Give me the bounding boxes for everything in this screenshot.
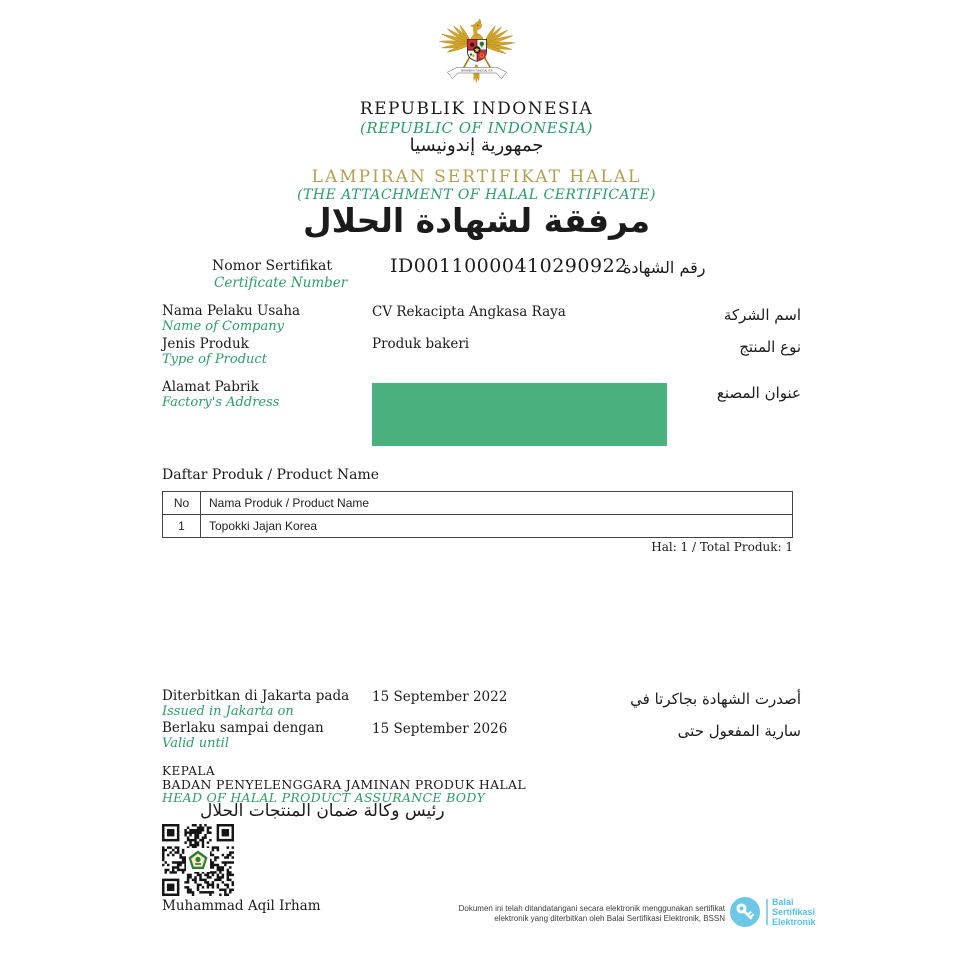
signatory-title-english: HEAD OF HALAL PRODUCT ASSURANCE BODY — [162, 790, 486, 805]
kemenag-pentagon-logo-icon — [186, 848, 210, 872]
document-title-english: (THE ATTACHMENT OF HALAL CERTIFICATE) — [297, 187, 656, 203]
product-type-label-en: Type of Product — [162, 352, 267, 367]
product-type-value: Produk bakeri — [372, 336, 470, 352]
bse-wordmark-line1: Balai — [772, 897, 794, 907]
signatory-name: Muhammad Aqil Irham — [162, 898, 321, 914]
svg-text:BHINNEKA TUNGGAL IKA: BHINNEKA TUNGGAL IKA — [460, 69, 493, 73]
product-table-header-row — [163, 492, 793, 515]
product-row-name: Topokki Jajan Korea — [201, 515, 793, 538]
bse-wordmark-line3: Elektronik — [772, 917, 816, 927]
country-name-arabic: جمهورية إندونيسيا — [409, 135, 544, 156]
product-table-row — [163, 515, 793, 538]
qr-signature-code-icon — [162, 824, 234, 896]
issued-date-label-id: Diterbitkan di Jakarta pada — [162, 688, 350, 704]
valid-until-label-ar: سارية المفعول حتى — [677, 722, 801, 740]
disclaimer-line2: elektronik yang diterbitkan oleh Balai Sertifikasi Elektronik, BSSN — [494, 913, 725, 923]
bse-logo-wordmark — [772, 897, 816, 927]
bse-logo-separator — [766, 899, 768, 925]
valid-until-value: 15 September 2026 — [372, 721, 508, 737]
document-title-indonesian: LAMPIRAN SERTIFIKAT HALAL — [311, 167, 642, 187]
issued-date-value: 15 September 2022 — [372, 689, 508, 705]
signatory-title-line1: KEPALA — [162, 764, 215, 778]
product-table — [162, 491, 793, 538]
product-type-label-ar: نوع المنتج — [739, 338, 801, 356]
bse-wordmark-line2: Sertifikasi — [772, 907, 816, 917]
certificate-number-value: ID00110000410290922 — [390, 255, 628, 277]
product-list-title: Daftar Produk / Product Name — [162, 467, 380, 483]
company-name-value: CV Rekacipta Angkasa Raya — [372, 304, 566, 320]
factory-address-redaction-box — [372, 383, 667, 446]
issued-date-label-en: Issued in Jakarta on — [162, 704, 294, 719]
document-title-arabic: مرفقة لشهادة الحلال — [302, 201, 651, 240]
certificate-number-label-ar: رقم الشهادة — [623, 258, 706, 277]
signatory-title-line2: BADAN PENYELENGGARA JAMINAN PRODUK HALAL — [162, 777, 526, 792]
valid-until-label-id: Berlaku sampai dengan — [162, 720, 324, 736]
valid-until-label-en: Valid until — [162, 736, 229, 751]
certificate-number-label-en: Certificate Number — [214, 275, 348, 291]
issued-date-label-ar: أصدرت الشهادة بجاكرتا في — [630, 690, 801, 708]
product-type-label-id: Jenis Produk — [162, 336, 249, 352]
company-name-label-en: Name of Company — [162, 319, 284, 334]
product-table-header-no: No — [163, 492, 201, 515]
garuda-pancasila-emblem-icon — [433, 4, 521, 98]
page-total-summary: Hal: 1 / Total Produk: 1 — [651, 540, 793, 554]
certificate-number-label-id: Nomor Sertifikat — [212, 258, 332, 274]
product-row-number: 1 — [163, 515, 201, 538]
country-name-english: (REPUBLIC OF INDONESIA) — [359, 119, 594, 137]
factory-address-label-ar: عنوان المصنع — [716, 384, 801, 402]
country-name-indonesian: REPUBLIK INDONESIA — [359, 99, 594, 119]
company-name-label-ar: اسم الشركة — [723, 306, 801, 324]
electronic-signature-disclaimer — [395, 904, 725, 923]
factory-address-label-en: Factory's Address — [162, 395, 280, 410]
company-name-label-id: Nama Pelaku Usaha — [162, 303, 301, 319]
factory-address-label-id: Alamat Pabrik — [162, 379, 259, 395]
product-table-header-name: Nama Produk / Product Name — [201, 492, 793, 515]
signatory-title-arabic: رئيس وكالة ضمان المنتجات الحلال — [200, 801, 445, 821]
bse-key-logo-icon — [729, 896, 761, 928]
disclaimer-line1: Dokumen ini telah ditandatangani secara elektronik menggunakan sertifikat — [458, 904, 725, 913]
